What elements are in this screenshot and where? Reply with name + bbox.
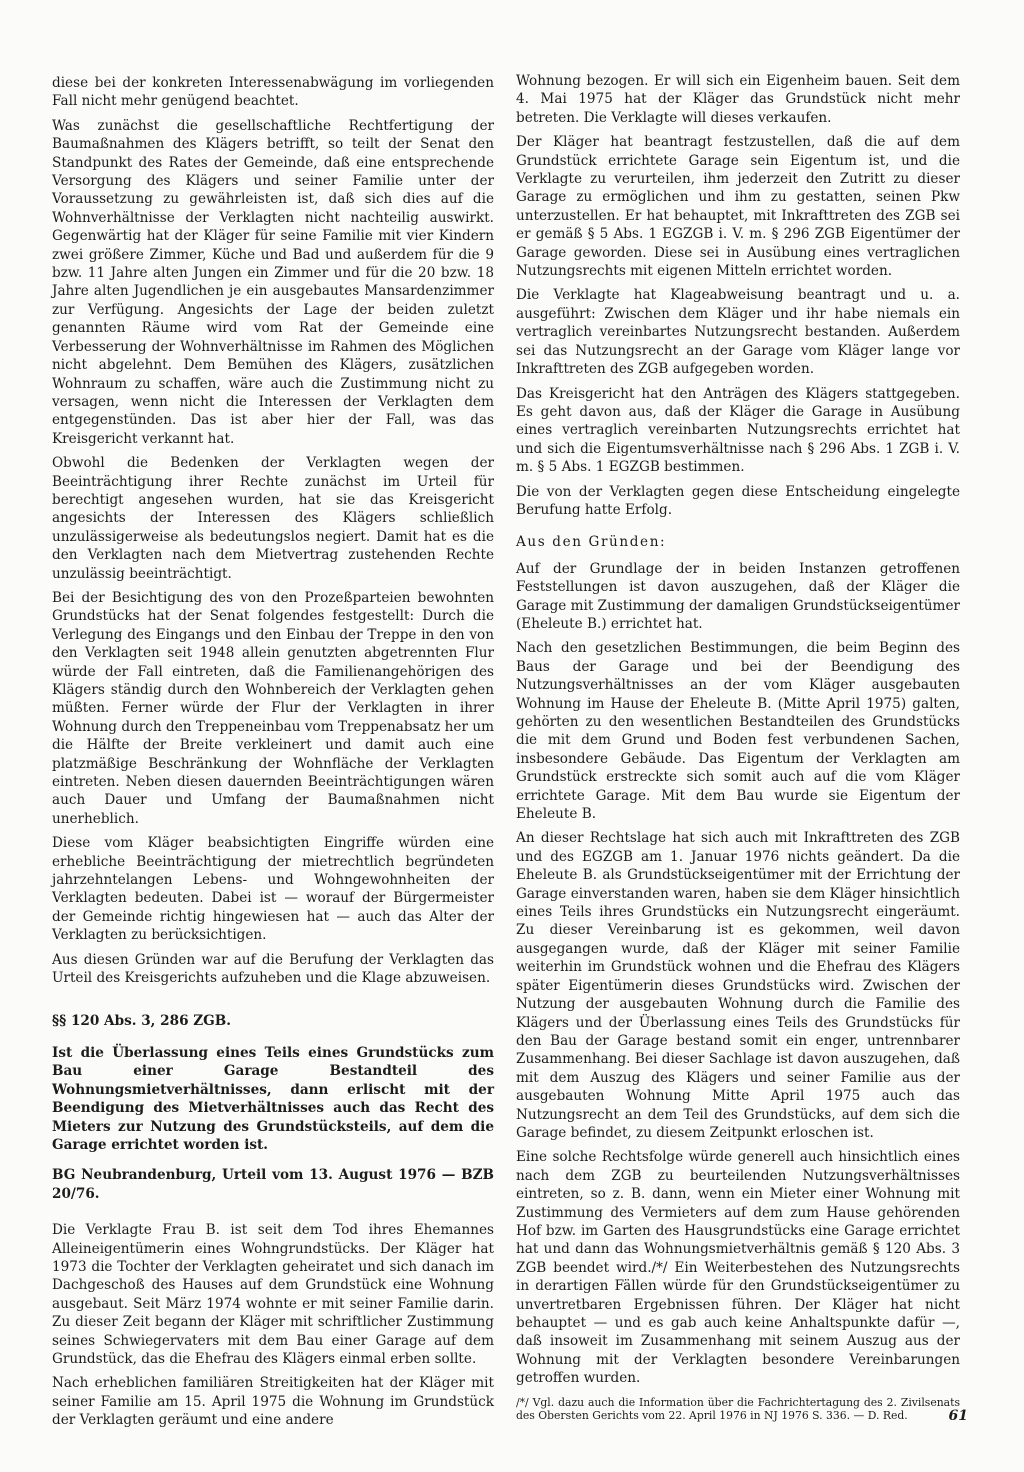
left-paragraph-5: Diese vom Kläger beabsichtigten Eingriffe würden eine erhebliche Beeinträchtigung der mietrechtlich begründeten jahrzehntelangen Lebens- und Wohngewohnheiten der Verklagten bedeuten. Dabei ist — worauf der Bürgermeister der Gemeinde richtig hingewiesen hat — auch das Alter der Verklagten zu berücksichtigen. <box>52 835 494 944</box>
right-paragraph-2: Der Kläger hat beantragt festzustellen, daß die auf dem Grundstück errichtete Garage sein Eigentum ist, und die Verklagte zu verurteilen, ihm jederzeit den Zutritt zu dieser Garage zu ermöglichen und ihm zu gestatten, seinen Pkw unterzustellen. Er hat behauptet, mit Inkrafttreten des ZGB sei er gemäß § 5 Abs. 1 EGZGB i. V. m. § 296 ZGB Eigentümer der Garage geworden. Diese sei in Ausübung eines vertraglichen Nutzungsrechts mit eigenen Mitteln errichtet worden. <box>516 134 960 280</box>
statute-reference: §§ 120 Abs. 3, 286 ZGB. <box>52 1012 232 1029</box>
left-paragraph-2: Was zunächst die gesellschaftliche Rechtfertigung der Baumaßnahmen des Klägers betrifft, so teilt der Senat den Standpunkt des Rates der Gemeinde, daß eine entsprechende Versorgung des Klägers und seiner Familie unter der Voraussetzung zu gewährleisten ist, daß sich dies auf die Wohnverhältnisse der Verklagten nicht nachteilig auswirkt. Gegenwärtig hat der Kläger für seine Familie mit vier Kindern zwei größere Zimmer, Küche und Bad und außerdem für die 9 bzw. 11 Jahre alten Jungen ein Zimmer und für die 20 bzw. 18 Jahre alten Jugendlichen je ein ausgebautes Mansardenzimmer zur Verfügung. Angesichts der Lage der beiden zuletzt genannten Räume wird vom Rat der Gemeinde eine Verbesserung der Wohnverhältnisse im Rahmen des Möglichen nicht abgelehnt. Dem Bemühen des Klägers, zusätzlichen Wohnraum zu schaffen, wäre auch die Zustimmung nicht zu versagen, wenn nicht die Interessen der Verklagten dem entgegenstünden. Das ist aber hier der Fall, was das Kreisgericht verkannt hat. <box>52 117 494 447</box>
right-paragraph-1: Wohnung bezogen. Er will sich ein Eigenheim bauen. Seit dem 4. Mai 1975 hat der Kläger das Grundstück nicht mehr betreten. Die Verklagte will dieses verkaufen. <box>516 73 960 126</box>
headnote: Ist die Überlassung eines Teils eines Grundstücks zum Bau einer Garage Bestandteil des Wohnungsmietverhältnisses, dann erlischt mit der Beendigung des Mietverhältnisses auch das Recht des Mieters zur Nutzung des Grundstücksteils, auf dem die Garage errichtet worden ist. <box>52 1044 494 1153</box>
left-paragraph-3: Obwohl die Bedenken der Verklagten wegen der Beeinträchtigung ihrer Rechte zunächst im Urteil für berechtigt angesehen wurden, hat sie das Kreisgericht angesichts der Interessen des Klägers schließlich unzulässigerweise als bedeutungslos negiert. Damit hat es die den Verklagten nach dem Mietvertrag zustehenden Rechte unzulässig beeinträchtigt. <box>52 455 494 582</box>
left-paragraph-6: Aus diesen Gründen war auf die Berufung der Verklagten das Urteil des Kreisgerichts aufzuheben und die Klage abzuweisen. <box>52 951 494 987</box>
right-paragraph-7: Nach den gesetzlichen Bestimmungen, die beim Beginn des Baus der Garage und bei der Beendigung des Nutzungsverhältnisses an der vom Kläger ausgebauten Wohnung im Hause der Eheleute B. (Mitte April 1975) galten, gehörten zu den wesentlichen Bestandteilen des Grundstücks die mit dem Grund und Boden fest verbundenen Sachen, insbesondere Gebäude. Das Eigentum der Verklagten am Grundstück erstreckte sich somit auch auf die vom Kläger errichtete Garage. Mit dem Bau wurde sie Eigentum der Eheleute B. <box>516 640 960 823</box>
left-column <box>52 74 494 1436</box>
right-paragraph-5: Die von der Verklagten gegen diese Entscheidung eingelegte Berufung hatte Erfolg. <box>516 483 960 518</box>
left-paragraph-1: diese bei der konkreten Interessenabwägung im vorliegenden Fall nicht mehr genügend beachtet. <box>52 75 494 110</box>
section-heading: Aus den Gründen: <box>516 534 667 551</box>
right-paragraph-3: Die Verklagte hat Klageabweisung beantragt und u. a. ausgeführt: Zwischen dem Kläger und ihr habe niemals ein vertraglich vereinbartes Nutzungsrecht bestanden. Außerdem sei das Nutzungsrecht an der Garage vom Kläger lange vor Inkrafttreten des ZGB aufgegeben worden. <box>516 287 960 378</box>
left-paragraph-4: Bei der Besichtigung des von den Prozeßparteien bewohnten Grundstücks hat der Senat folgendes festgestellt: Durch die Verlegung des Eingangs und den Einbau der Treppe in den von den Verklagten seit 1948 allein genutzten abgetrennten Flur würde der Fall eintreten, daß die Familienangehörigen des Klägers ständig durch den Wohnbereich der Verklagten gehen müßten. Ferner würde der Flur der Verklagten in ihrer Wohnung durch den Treppeneinbau vom Treppenabsatz her um die Hälfte der Breite verkleinert und damit auch eine platzmäßige Beschränkung der Wohnfläche der Verklagten eintreten. Neben diesen dauernden Beeinträchtigungen wären auch Dauer und Umfang der Baumaßnahmen nicht unerheblich. <box>52 589 494 827</box>
right-paragraph-8: An dieser Rechtslage hat sich auch mit Inkrafttreten des ZGB und des EGZGB am 1. Januar 1976 nichts geändert. Da die Eheleute B. als Grundstückseigentümer mit der Errichtung der Garage einverstanden waren, haben sie dem Kläger hinsichtlich eines Teils ihres Grundstücks ein Nutzungsrecht eingeräumt. Zu dieser Vereinbarung ist es gekommen, weil davon ausgegangen wurde, daß der Kläger mit seiner Familie weiterhin im Grundstück wohnen und die Ehefrau des Klägers später Eigentümerin dieses Grundstücks wird. Zwischen der Nutzung der ausgebauten Wohnung durch die Familie des Klägers und der Überlassung eines Teils des Grundstücks für den Bau der Garage bestand somit ein enger, untrennbarer Zusammenhang. Bei dieser Sachlage ist davon auszugehen, daß mit dem Auszug des Klägers und seiner Familie aus der ausgebauten Wohnung Mitte April 1975 auch das Nutzungsrecht an dem Teil des Grundstücks, auf dem sich die Garage befindet, zu diesem Zeitpunkt erloschen ist. <box>516 830 960 1141</box>
court-citation: BG Neubrandenburg, Urteil vom 13. August 1976 — BZB 20/76. <box>52 1167 494 1202</box>
right-paragraph-6: Auf der Grundlage der in beiden Instanzen getroffenen Feststellungen ist davon auszugehen, daß der Kläger die Garage mit Zustimmung der damaligen Grundstückseigentümer (Eheleute B.) errichtet hat. <box>516 560 960 632</box>
footnote: /*/ Vgl. dazu auch die Information über die Fachrichtertagung des 2. Zivilsenats des Obersten Gerichts vom 22. April 1976 in NJ 1976 S. 336. — D. Red. <box>516 1395 960 1423</box>
left-paragraph-7: Die Verklagte Frau B. ist seit dem Tod ihres Ehemannes Alleineigentümerin eines Wohngrundstücks. Der Kläger hat 1973 die Tochter der Verklagten geheiratet und sich danach im Dachgeschoß des Hauses auf dem Grundstück eine Wohnung ausgebaut. Seit März 1974 wohnte er mit seiner Familie darin. Zu dieser Zeit begann der Kläger mit schriftlicher Zustimmung seines Schwiegervaters mit dem Bau einer Garage auf dem Grundstück, das die Ehefrau des Klägers einmal erben sollte. <box>52 1222 494 1367</box>
right-paragraph-9: Eine solche Rechtsfolge würde generell auch hinsichtlich eines nach dem ZGB zu beurteilenden Nutzungsverhältnisses eintreten, so z. B. dann, wenn ein Mieter einer Wohnung mit Zustimmung des Vermieters auf dem zum Hause gehörenden Hof bzw. im Garten des Hausgrundstücks eine Garage errichtet hat und dann das Wohnungsmietverhältnis gemäß § 120 Abs. 3 ZGB beendet wird./*/ Ein Weiterbestehen des Nutzungsrechts in derartigen Fällen würde für den Grundstückseigentümer zu unvertretbaren Ergebnissen führen. Der Kläger hat nicht behauptet — und es gab auch keine Anhaltspunkte dafür —, daß insoweit im Zusammenhang mit seinem Auszug aus der Wohnung mit der Verklagten besondere Vereinbarungen getroffen wurden. <box>516 1149 960 1387</box>
page-number: 61 <box>948 1408 968 1424</box>
right-column <box>516 72 960 1429</box>
left-paragraph-8: Nach erheblichen familiären Streitigkeiten hat der Kläger mit seiner Familie am 15. April 1975 die Wohnung im Grundstück der Verklagten geräumt und eine andere <box>52 1375 494 1429</box>
right-paragraph-4: Das Kreisgericht hat den Anträgen des Klägers stattgegeben. Es geht davon aus, daß der Kläger die Garage in Ausübung eines vertraglich vereinbarten Nutzungsrechts errichtet hat und sich die Eigentumsverhältnisse nach § 296 Abs. 1 ZGB i. V. m. § 5 Abs. 1 EGZGB bestimmen. <box>516 385 960 476</box>
